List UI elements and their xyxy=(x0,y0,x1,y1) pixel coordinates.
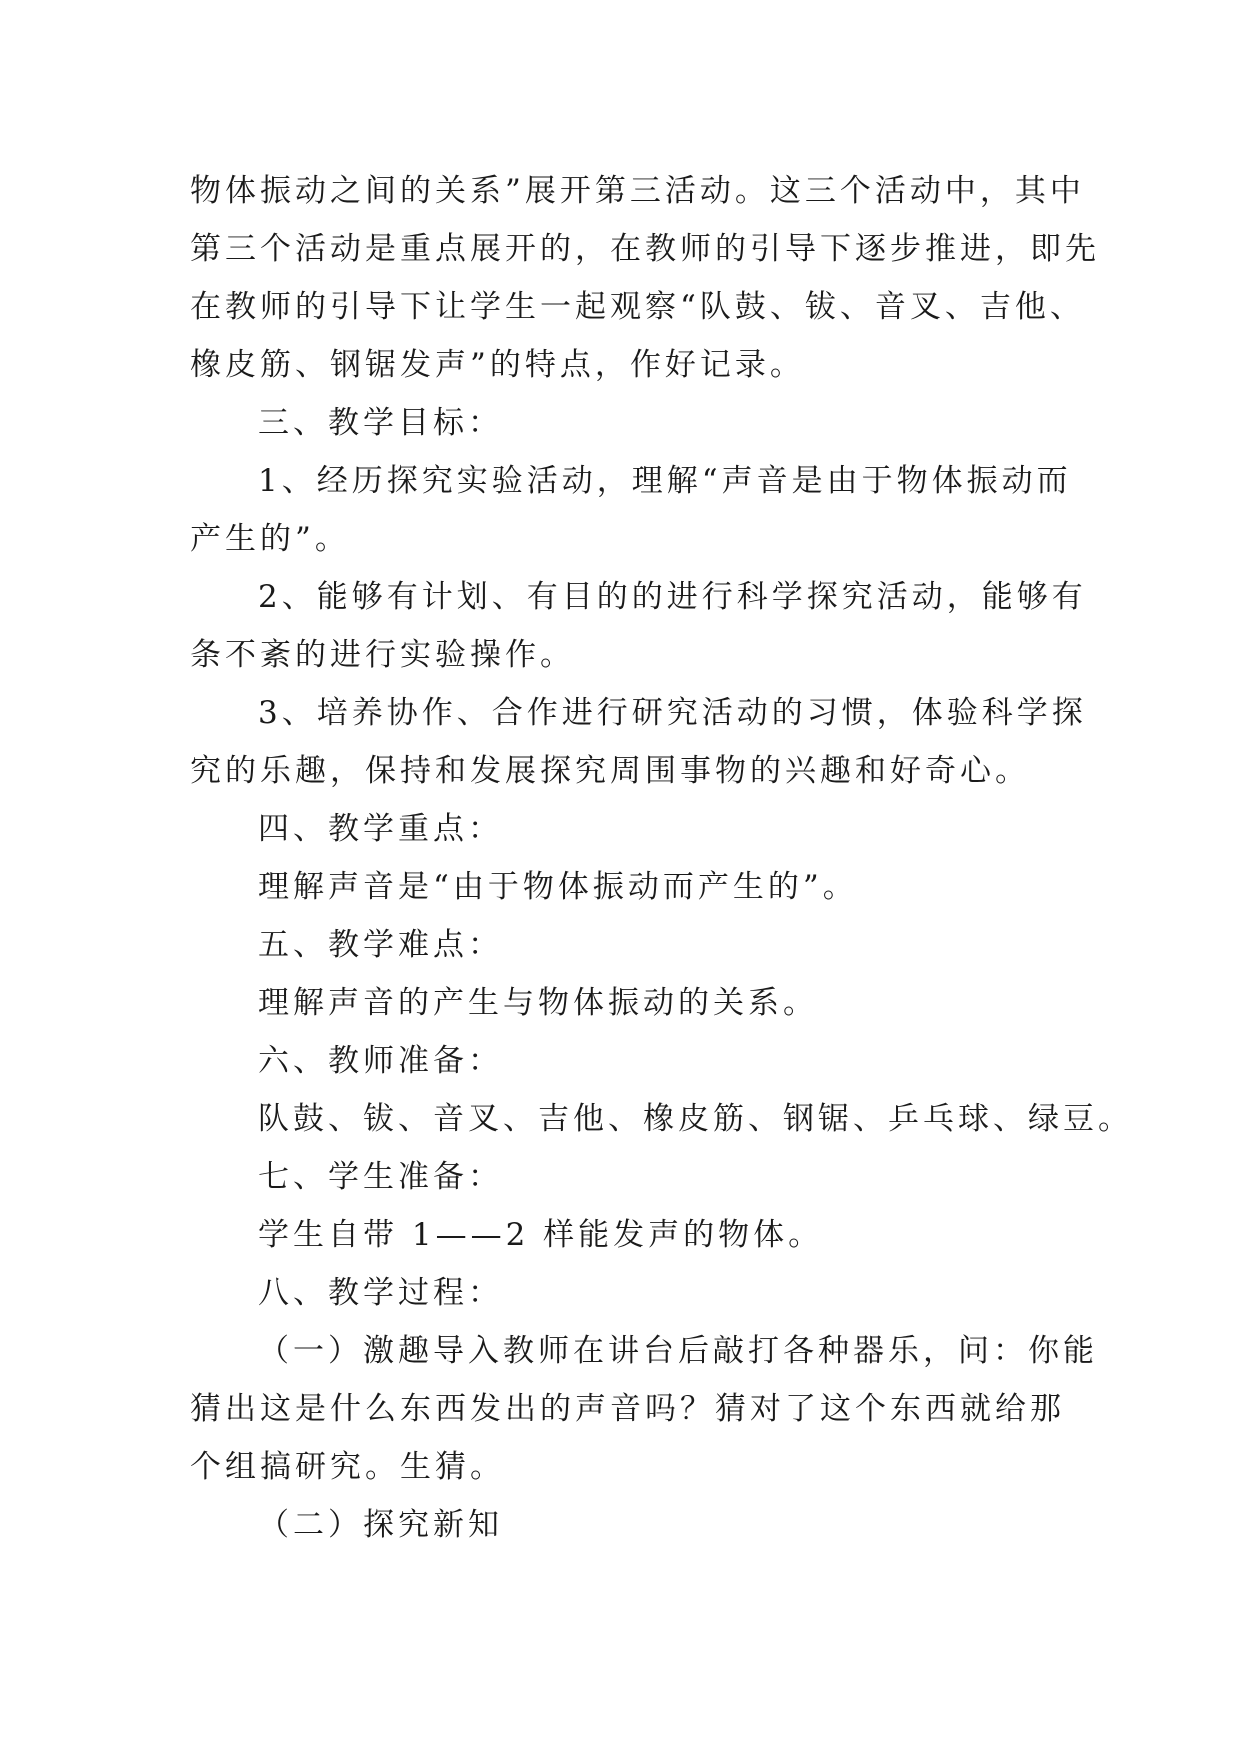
text-line: 三、教学目标： xyxy=(258,405,503,441)
text-line: 猜出这是什么东西发出的声音吗？猜对了这个东西就给那 xyxy=(190,1391,1065,1427)
text-line: 在教师的引导下让学生一起观察“队鼓、钹、音叉、吉他、 xyxy=(190,289,1085,325)
text-line: 五、教学难点： xyxy=(258,927,503,963)
text-line: 橡皮筋、钢锯发声”的特点，作好记录。 xyxy=(190,347,805,383)
text-line: （二）探究新知 xyxy=(258,1507,503,1543)
text-line: 个组搞研究。生猜。 xyxy=(190,1449,505,1485)
text-line: 第三个活动是重点展开的，在教师的引导下逐步推进，即先 xyxy=(190,231,1100,267)
text-line: 四、教学重点： xyxy=(258,811,503,847)
text-line: 七、学生准备： xyxy=(258,1159,503,1195)
document-body xyxy=(190,162,1133,1554)
text-line: 八、教学过程： xyxy=(258,1275,503,1311)
text-line: （一）激趣导入教师在讲台后敲打各种器乐，问：你能 xyxy=(258,1333,1098,1369)
text-line: 3、培养协作、合作进行研究活动的习惯，体验科学探 xyxy=(258,695,1087,731)
text-line: 条不紊的进行实验操作。 xyxy=(190,637,575,673)
text-line: 究的乐趣，保持和发展探究周围事物的兴趣和好奇心。 xyxy=(190,753,1030,789)
text-line: 六、教师准备： xyxy=(258,1043,503,1079)
text-line: 理解声音的产生与物体振动的关系。 xyxy=(258,985,818,1021)
text-line: 2、能够有计划、有目的的进行科学探究活动，能够有 xyxy=(258,579,1087,615)
text-line: 队鼓、钹、音叉、吉他、橡皮筋、钢锯、乒乓球、绿豆。 xyxy=(258,1101,1133,1137)
text-line: 学生自带 1——2 样能发声的物体。 xyxy=(258,1217,824,1253)
text-line: 理解声音是“由于物体振动而产生的”。 xyxy=(258,869,858,905)
text-line: 1、经历探究实验活动，理解“声音是由于物体振动而 xyxy=(258,463,1072,499)
text-line: 产生的”。 xyxy=(190,521,350,557)
text-line: 物体振动之间的关系”展开第三活动。这三个活动中，其中 xyxy=(190,173,1085,209)
